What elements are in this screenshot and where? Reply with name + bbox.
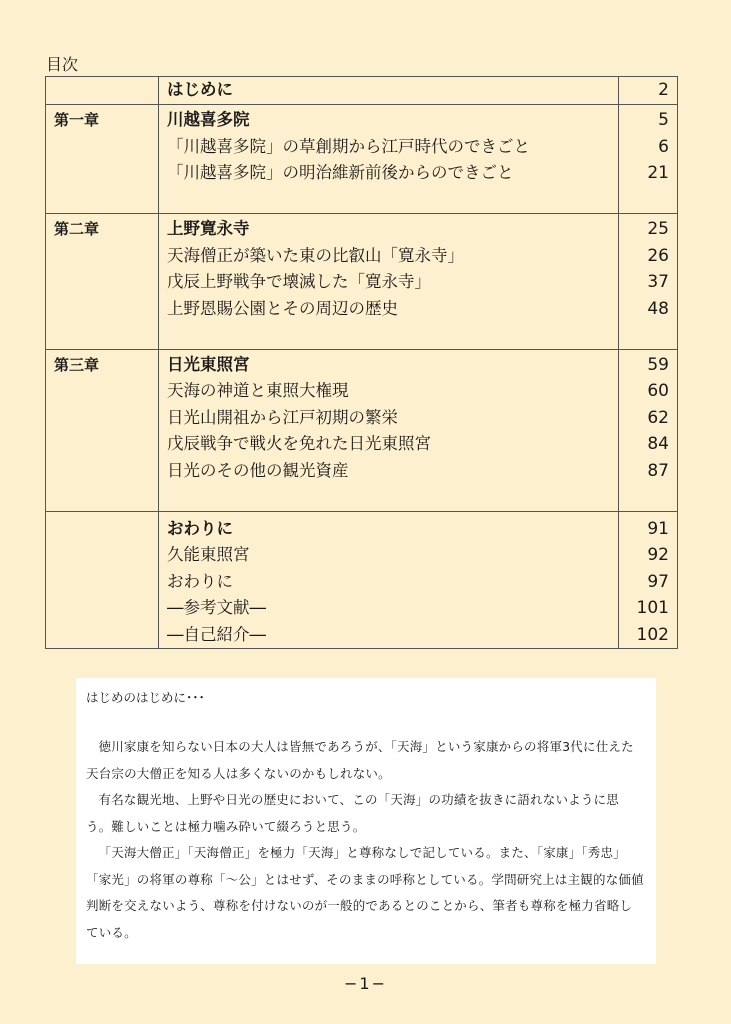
toc-chapter-row — [46, 349, 678, 511]
intro-title: はじめのはじめに･･･ — [86, 690, 205, 705]
toc-item-page: 48 — [647, 298, 669, 319]
toc-head-page: 2 — [658, 80, 669, 100]
toc-item-text: ―参考文献― — [167, 598, 266, 617]
chapter-label: 第三章 — [54, 355, 100, 374]
toc-item-page: 92 — [647, 545, 669, 565]
toc-item-text: ―自己紹介― — [167, 624, 266, 644]
chapter-page: 5 — [658, 110, 669, 130]
chapter-label — [54, 512, 158, 539]
toc-item-page: 87 — [647, 460, 669, 481]
toc-item-page: 26 — [647, 245, 669, 266]
toc-spacer — [167, 484, 618, 511]
toc-item-page: 101 — [636, 598, 669, 618]
toc-item-page: 62 — [647, 407, 669, 428]
toc-table — [45, 76, 678, 649]
toc-item-text: 「川越喜多院」の明治維新前後からのできごと — [167, 163, 514, 182]
intro-paragraph: 「天海大僧正」「天海僧正」を極力「天海」と尊称なしで記している。また、「家康」「秀忠」「家光」の将軍の尊称「～公」とはせず、そのままの呼称としている。学問研究上は主観的な価値判断を交えないよう、尊称を付けないのが一般的であるとのことから、筆者も尊称を極力省略している。 — [86, 845, 644, 940]
toc-item-text: おわりに — [167, 571, 233, 591]
chapter-label: 第一章 — [54, 111, 100, 129]
page-number: −1− — [344, 974, 387, 993]
toc-item-text: 戊辰戦争で戦火を免れた日光東照宮 — [167, 434, 431, 453]
toc-spacer — [619, 322, 669, 349]
toc-spacer — [619, 484, 669, 511]
toc-item-page: 102 — [636, 624, 669, 645]
chapter-page: 59 — [647, 354, 669, 375]
toc-spacer — [167, 187, 618, 214]
toc-item-text: 日光のその他の観光資産 — [167, 460, 349, 480]
chapter-page: 91 — [647, 518, 669, 539]
toc-item-text: 久能東照宮 — [167, 545, 250, 564]
toc-item-text: 天海僧正が築いた東の比叡山「寛永寺」 — [167, 245, 464, 265]
toc-spacer — [619, 187, 669, 214]
toc-item-text: 天海の神道と東照大権現 — [167, 381, 349, 400]
chapter-title: おわりに — [167, 518, 233, 538]
intro-body — [86, 734, 644, 946]
toc-item-page: 21 — [647, 163, 669, 183]
toc-item-text: 日光山開祖から江戸初期の繁栄 — [167, 407, 398, 427]
toc-spacer — [167, 322, 618, 349]
chapter-label: 第二章 — [54, 220, 100, 238]
intro-paragraph: 徳川家康を知らない日本の大人は皆無であろうが、「天海」という家康からの将軍3代に仕えた天台宗の大僧正を知る人は多くないのかもしれない。 — [86, 739, 634, 781]
toc-heading: 目次 — [46, 55, 79, 74]
toc-head-title: はじめに — [167, 80, 233, 99]
toc-chapter-row — [46, 214, 678, 350]
toc-head-row — [46, 77, 678, 105]
toc-item-page: 97 — [647, 571, 669, 592]
chapter-title: 川越喜多院 — [167, 110, 250, 129]
chapter-page: 25 — [647, 219, 669, 239]
toc-item-page: 37 — [647, 272, 669, 292]
intro-box — [76, 678, 656, 964]
chapter-title: 日光東照宮 — [167, 354, 250, 374]
toc-item-page: 60 — [647, 381, 669, 401]
toc-chapter-row — [46, 105, 678, 214]
toc-chapter-row — [46, 511, 678, 649]
toc-item-text: 戊辰上野戦争で壊滅した「寛永寺」 — [167, 272, 431, 291]
chapter-title: 上野寛永寺 — [167, 219, 250, 238]
toc-item-page: 84 — [647, 434, 669, 454]
toc-item-page: 6 — [658, 136, 669, 157]
toc-item-text: 上野恩賜公園とその周辺の歴史 — [167, 298, 398, 318]
toc-item-text: 「川越喜多院」の草創期から江戸時代のできごと — [167, 136, 530, 156]
intro-paragraph: 有名な観光地、上野や日光の歴史において、この「天海」の功績を抜きに語れないように思う。難しいことは極力噛み砕いて綴ろうと思う。 — [86, 792, 619, 834]
